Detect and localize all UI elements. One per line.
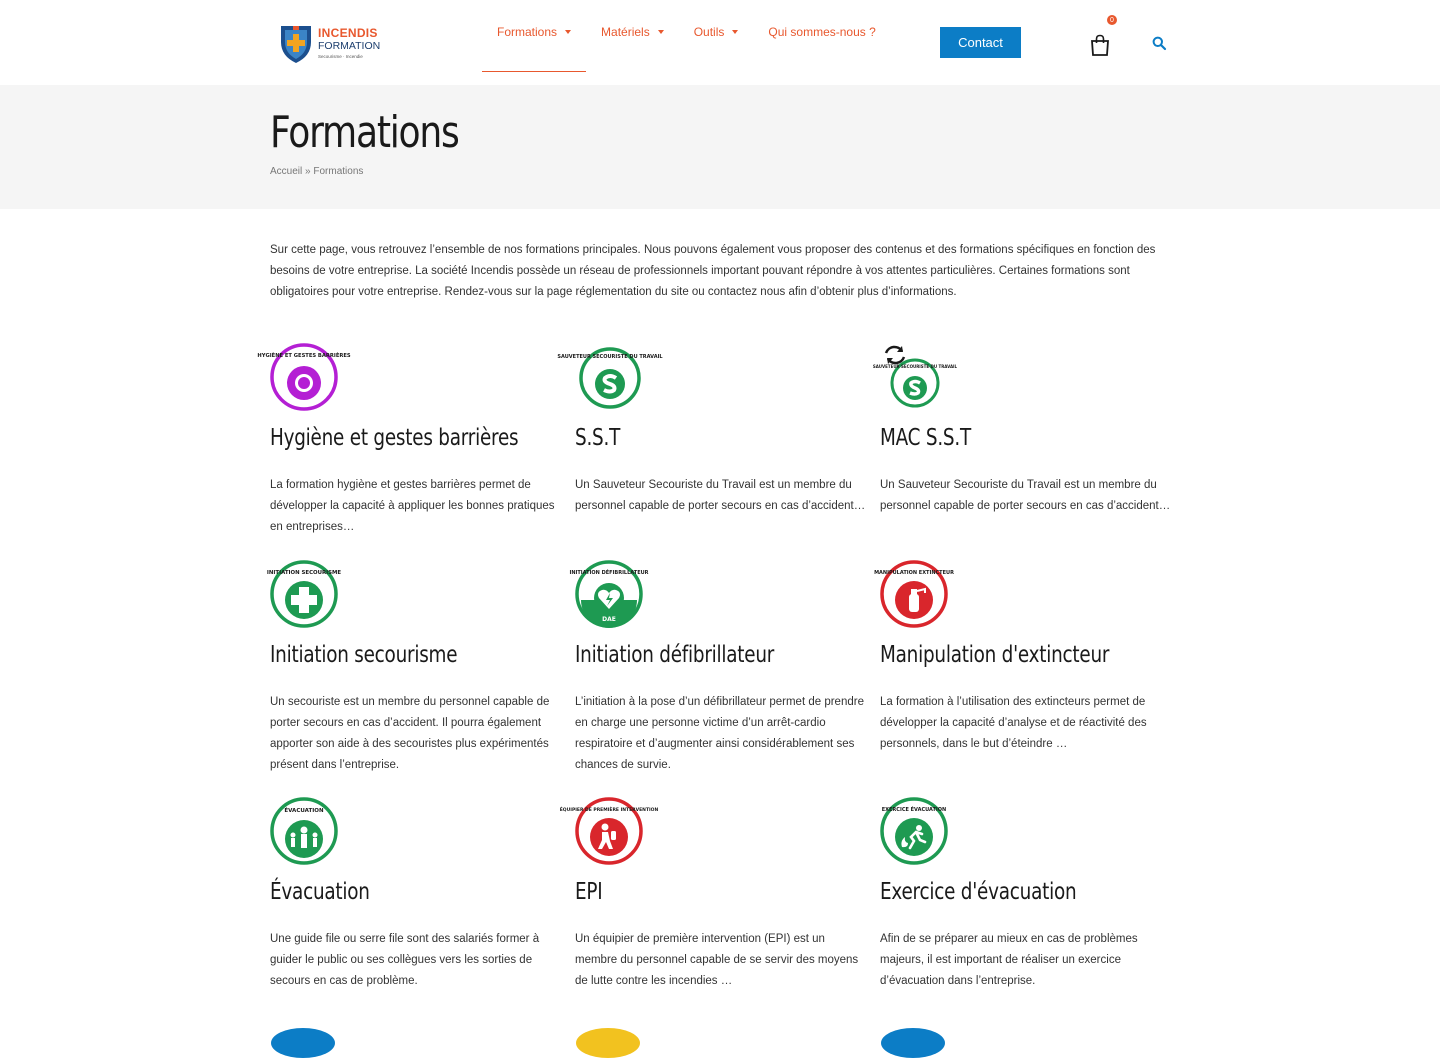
site-header [0,0,1440,85]
formation-title[interactable]: MAC S.S.T [880,425,971,451]
nav-label: Qui sommes-nous ? [768,25,876,39]
badge-sublabel: DAE [602,616,616,623]
badge-label: INITIATION DÉFIBRILLATEUR [569,570,649,576]
next-row-badge-peek [271,1028,335,1058]
badge-label: SAUVETEUR SECOURISTE DU TRAVAIL [557,354,663,360]
formation-card[interactable] [872,343,1171,512]
refresh-sst-icon [872,343,958,411]
shield-logo-icon [278,22,314,64]
nav-label: Formations [497,25,558,39]
brand-line2: FORMATION [318,39,381,52]
breadcrumb-separator: » [302,166,314,177]
sst-icon [557,343,663,411]
formation-title[interactable]: S.S.T [575,425,621,451]
formation-card[interactable] [557,343,866,512]
formation-description: Un équipier de première intervention (EPI) est un membre du personnel capable de se servir des moyens de lutte contre les incendies … [575,933,859,987]
badge-label: INITIATION SECOURISME [266,570,342,576]
formation-card[interactable] [569,560,865,771]
formation-card[interactable] [266,560,560,771]
badge-label: MANIPULATION EXTINCTEUR [874,570,954,576]
caret-down-icon [658,30,664,34]
formation-description: La formation hygiène et gestes barrières permet de développer la capacité à appliquer les bonnes pratiques en entreprises… [270,479,555,533]
formation-description: Un secouriste est un membre du personnel capable de porter secours en cas d’accident. Il pourra également apporter son aide à des secouristes plus expérimentés présent dans l’entreprise. [270,696,550,771]
formation-title[interactable]: Initiation défibrillateur [575,642,775,668]
nav-label: Matériels [601,25,650,39]
nav-item-materiels[interactable] [586,12,679,52]
formation-title[interactable]: EPI [575,879,603,905]
site-logo[interactable] [278,22,382,64]
formation-title[interactable]: Hygiène et gestes barrières [270,425,519,451]
virus-icon [257,343,351,411]
firefighter-icon [559,797,659,865]
formation-card[interactable] [270,797,560,987]
shopping-bag-icon[interactable] [1090,34,1110,56]
formation-title[interactable]: Manipulation d'extincteur [880,642,1110,668]
formation-description: Un Sauveteur Secouriste du Travail est un membre du personnel capable de porter secours en cas d’accident… [575,479,866,512]
next-row-badge-peek [576,1028,640,1058]
contact-button[interactable]: Contact [940,27,1021,58]
brand-line1: INCENDIS [318,25,378,40]
formation-card[interactable] [880,797,1170,987]
badge-label: ÉVACUATION [284,808,324,814]
caret-down-icon [565,30,571,34]
formation-card[interactable] [874,560,1170,750]
formation-description: Une guide file ou serre file sont des salariés former à guider le public ou ses collègues vers les sorties de secours en cas de problème. [270,933,540,987]
breadcrumb-current: Formations [313,166,364,177]
formation-description: Un Sauveteur Secouriste du Travail est un membre du personnel capable de porter secours en cas d’accident… [880,479,1171,512]
formation-description: La formation à l’utilisation des extincteurs permet de développer la capacité d’analyse et de réactivité des personnels, dans le but d’éteindre … [880,696,1147,750]
formation-title[interactable]: Initiation secourisme [270,642,458,668]
formation-description: Afin de se préparer au mieux en cas de problèmes majeurs, il est important de réaliser un exercice d’évacuation dans l’entreprise. [880,933,1138,987]
breadcrumb [270,166,363,177]
nav-item-qui-sommes-nous[interactable] [753,12,890,52]
nav-item-outils[interactable] [679,12,754,52]
nav-label: Outils [693,25,725,39]
people-icon [270,797,338,865]
next-row-badge-peek [881,1028,945,1058]
formation-card[interactable] [559,797,865,987]
intro-text: Sur cette page, vous retrouvez l’ensemble de nos formations principales. Nous pouvons également vous proposer des contenus et des formations spécifiques en fonction des besoins de votre entreprise. La société Incendis possède un réseau de professionnels important pouvant répondre à vos attentes particulières. Certaines formations sont obligatoires pour votre entreprise. Rendez-vous sur la page réglementation du site ou contactez nous afin d’obtenir plus d’informations. [270,244,1156,298]
page-title: Formations [270,107,459,158]
formation-title[interactable]: Évacuation [270,879,370,905]
heart-bolt-icon [569,560,649,628]
breadcrumb-home-link[interactable]: Accueil [270,166,303,177]
badge-label: EXERCICE ÉVACUATION [881,807,947,813]
brand-tagline: Secourisme · Incendie [318,54,363,59]
formation-card[interactable] [257,343,560,533]
badge-label: SAUVETEUR SECOURISTE DU TRAVAIL [872,364,958,369]
formation-title[interactable]: Exercice d'évacuation [880,879,1077,905]
caret-down-icon [732,30,738,34]
cross-icon [266,560,342,628]
page-hero [0,85,1440,209]
running-icon [880,797,948,865]
extinguisher-icon [874,560,954,628]
cart-count-badge: 0 [1107,15,1117,25]
search-icon[interactable] [1152,36,1166,50]
badge-label: HYGIÈNE ET GESTES BARRIÈRES [257,353,351,359]
main-nav [482,0,891,64]
nav-item-formations[interactable] [482,12,586,52]
formation-description: L’initiation à la pose d’un défibrillateur permet de prendre en charge une personne victime d’un arrêt-cardio respiratoire et d’augmenter ainsi considérablement ses chances de survie. [575,696,864,771]
badge-label: ÉQUIPIER DE PREMIÈRE INTERVENTION [559,808,659,813]
